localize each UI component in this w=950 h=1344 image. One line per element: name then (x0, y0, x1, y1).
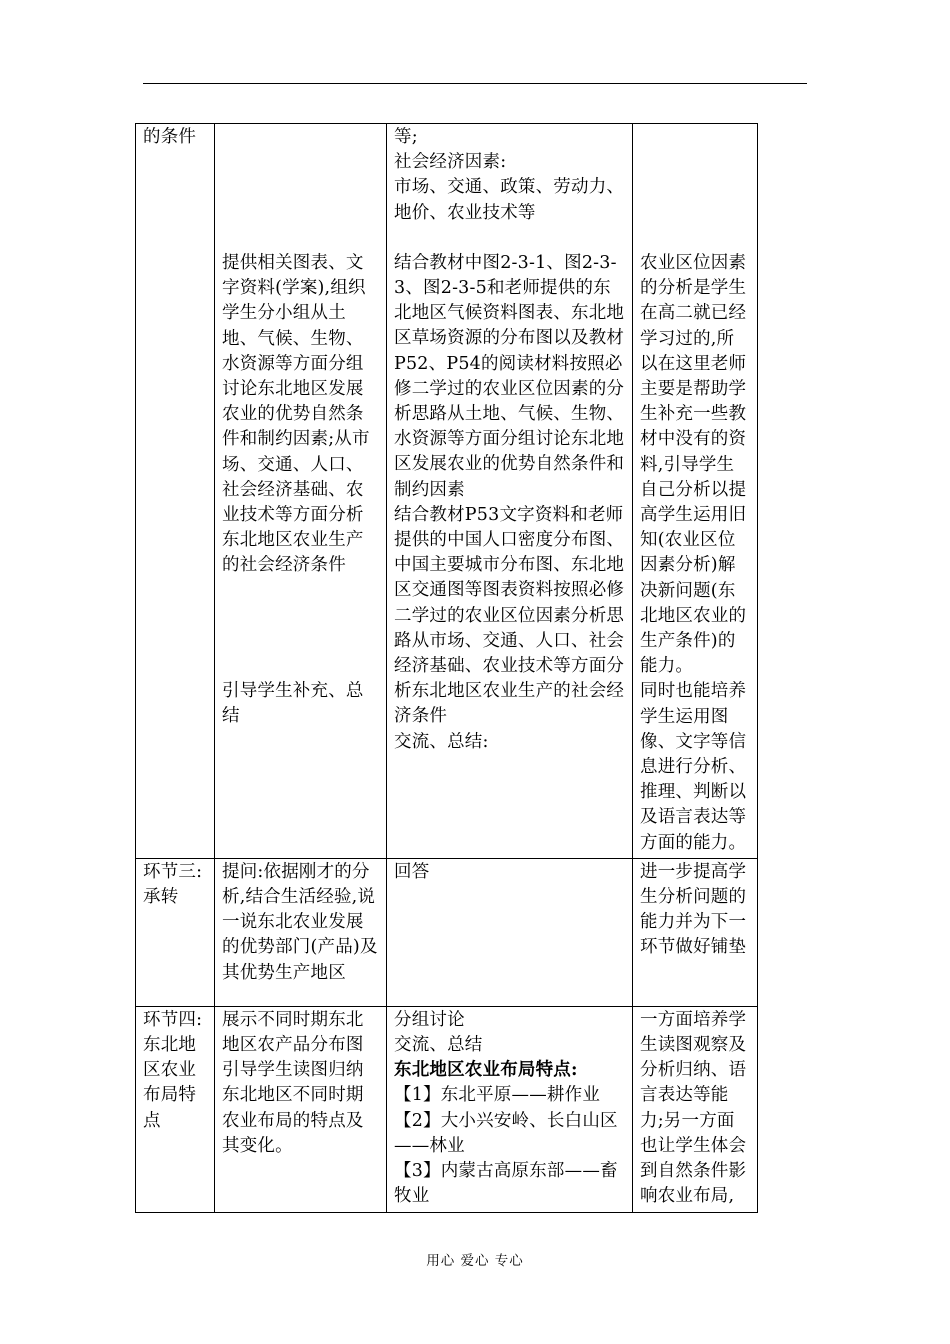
page-footer: 用心 爱心 专心 (426, 1253, 524, 1269)
layout-feature-item: 【1】东北平原——耕作业 (394, 1085, 601, 1106)
layout-feature-title: 东北地区农业布局特点: (394, 1060, 578, 1081)
lesson-plan-table (135, 123, 758, 1213)
student-activity-text: 结合教材中图2-3-1、图2-3-3、图2-3-5和老师提供的东北地区气候资料图表、东北地区草场资源的分布图以及教材P52、P54的阅读材料按照必修二学过的农业区位因素的分析思路从土地、气候、生物、水资源等方面分组讨论东北地区发展农业的优势自然条件和制约因素 (394, 252, 625, 500)
student-activity-text: 社会经济因素: (394, 152, 507, 173)
teacher-activity-text: 引导学生补充、总结 (222, 680, 364, 726)
student-activity-text: 交流、总结 (394, 1035, 483, 1056)
teacher-activity-text: 提问:依据刚才的分析,结合生活经验,说一说东北农业发展的优势部门(产品)及其优势生产地区 (222, 861, 378, 983)
student-activity-text: 结合教材P53文字资料和老师提供的中国人口密度分布图、中国主要城市分布图、东北地区交通图等图表资料按照必修二学过的农业区位因素分析思路从市场、交通、人口、社会经济基础、农业技术等方面分析东北地区农业生产的社会经济条件 (394, 504, 625, 727)
student-activity-cell (387, 858, 633, 1006)
teacher-activity-cell (215, 124, 387, 859)
layout-feature-item: 【2】大小兴安岭、长白山区——林业 (394, 1110, 618, 1156)
design-intent-text: 进一步提高学生分析问题的能力并为下一环节做好铺垫 (640, 861, 747, 958)
stage-cell (136, 124, 215, 859)
student-activity-cell (387, 1006, 633, 1212)
teacher-activity-text: 提供相关图表、文字资料(学案),组织学生分小组从土地、气候、生物、水资源等方面分组讨论东北地区发展农业的优势自然条件和制约因素;从市场、交通、人口、社会经济基础、农业技术等方面分析东北地区农业生产的社会经济条件 (222, 253, 370, 576)
teacher-activity-cell (215, 1006, 387, 1212)
stage-text: 环节三:承转 (143, 861, 203, 908)
student-activity-text: 分组讨论 (394, 1009, 465, 1030)
header-rule (143, 83, 807, 84)
design-intent-text: 一方面培养学生读图观察及分析归纳、语言表达等能力;另一方面也让学生体会到自然条件影响农业布局, (640, 1009, 747, 1207)
table-row (136, 124, 758, 859)
teacher-activity-cell (215, 858, 387, 1006)
stage-text: 环节四:东北地区农业布局特点 (143, 1009, 203, 1131)
student-activity-text: 回答 (394, 861, 430, 882)
table-row (136, 1006, 758, 1212)
table-row (136, 858, 758, 1006)
design-intent-cell (633, 124, 758, 859)
layout-feature-item: 【3】内蒙古高原东部——畜牧业 (394, 1161, 618, 1207)
stage-text: 的条件 (143, 127, 197, 147)
design-intent-cell (633, 858, 758, 1006)
student-activity-text: 等; (394, 127, 418, 147)
design-intent-text: 农业区位因素的分析是学生在高二就已经学习过的,所以在这里老师主要是帮助学生补充一些教材中没有的资料,引导学生自己分析以提高学生运用旧知(农业区位因素分析)解决新问题(东北地区农业的生产条件)的能力。 (640, 253, 747, 677)
stage-cell (136, 1006, 215, 1212)
teacher-activity-text: 展示不同时期东北地区农产品分布图引导学生读图归纳东北地区不同时期农业布局的特点及其变化。 (222, 1009, 364, 1156)
student-activity-text: 市场、交通、政策、劳动力、地价、农业技术等 (394, 177, 625, 223)
stage-cell (136, 858, 215, 1006)
design-intent-text: 同时也能培养学生运用图像、文字等信息进行分析、推理、判断以及语言表达等方面的能力。 (640, 681, 747, 853)
design-intent-cell (633, 1006, 758, 1212)
student-activity-text: 交流、总结: (394, 731, 489, 752)
student-activity-cell (387, 124, 633, 859)
